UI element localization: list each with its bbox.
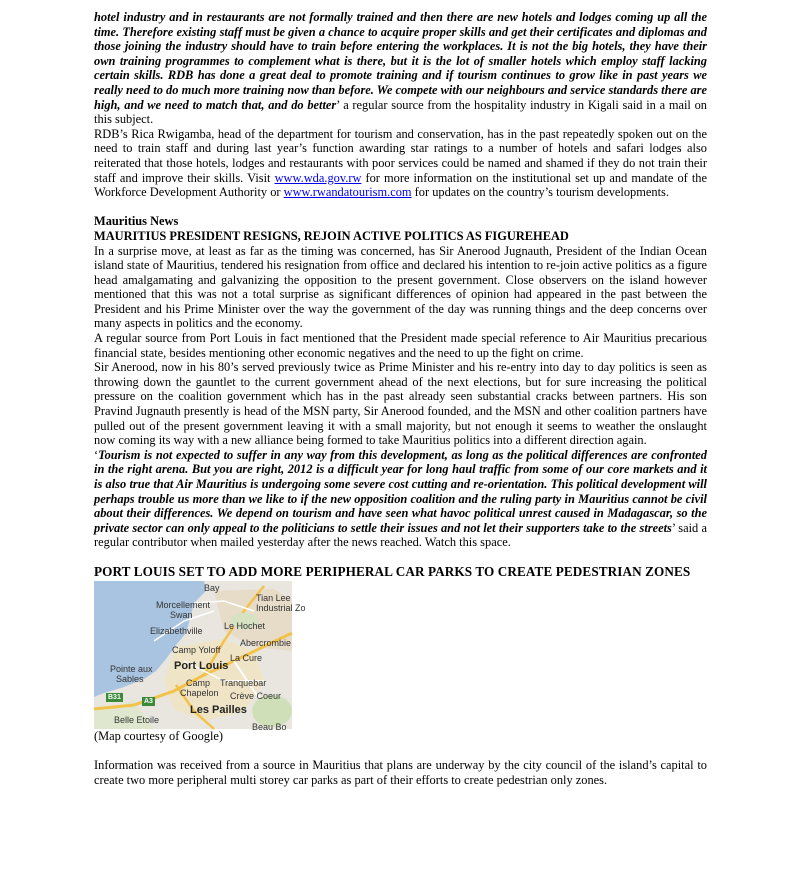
map-label-industrial: Industrial Zo <box>256 603 306 614</box>
map-label-bay: Bay <box>204 583 220 594</box>
map-label-abercrombie: Abercrombie <box>240 638 292 649</box>
mauritius-paragraph-1: In a surprise move, at least as far as the timing was concerned, has Sir Anerood Jugnauth, President of the Indian Ocean island state of Mauritius, tendered his resignation from office and declared his intention to re-join active politics as a figure head amalgamating and galvanizing the opposition to the present government. Close observers on the island however mentioned that this was not a total surprise as significant differences of opinion had appeared in the past between the President and his Prime Minister over the way the government of the day was running things and the deep concerns over many aspects in politics and the economy. <box>94 243 707 331</box>
mauritius-quote-bold: Tourism is not expected to suffer in any way from this development, as long as the political differences are confronted in the right arena. But you are right, 2012 is a difficult year for long haul traffic from some of our core markets and it is also true that Air Mauritius is undergoing some severe cost cutting and re-orientation. This political development will perhaps trouble us more than we like to if the new opposition coalition and the ruling party in Mauritius cannot be civil about their differences. We depend on tourism and have seen what havoc political unrest caused in Madagascar, so the private sector can only appeal to the politicians to settle their issues and not let their supporters take to the streets <box>94 447 707 535</box>
article-page <box>94 10 707 788</box>
map-label-sables: Sables <box>116 674 144 685</box>
map-label-swan: Swan <box>170 610 193 621</box>
road-shield-a3: A3 <box>144 698 153 706</box>
spacer <box>94 200 707 215</box>
mauritius-headline: MAURITIUS PRESIDENT RESIGNS, REJOIN ACTIVE POLITICS AS FIGUREHEAD <box>94 228 569 243</box>
section-title: Mauritius News <box>94 214 179 229</box>
wda-link[interactable]: www.wda.gov.rw <box>274 170 362 185</box>
mauritius-quote-tail: ’ said a regular contributor when mailed yesterday after the news reached. Watch this space. <box>94 520 707 550</box>
map-label-elizabethville: Elizabethville <box>150 626 203 637</box>
road-shield-b31: B31 <box>108 694 121 702</box>
intro-paragraph-2 <box>94 127 707 200</box>
map-label-camp-yoloff: Camp Yoloff <box>172 645 221 656</box>
map-label-pointe-aux: Pointe aux <box>110 664 153 675</box>
spacer <box>94 550 707 565</box>
intro-para2-text-b: for more information on the institutional set up and mandate of the Workforce Development Authority or <box>94 170 707 200</box>
map-label-port-louis: Port Louis <box>174 660 229 673</box>
quote-open-mark: ‘ <box>94 447 99 462</box>
spacer <box>94 744 707 759</box>
map-label-tian-lee: Tian Lee <box>256 593 291 604</box>
map-caption: (Map courtesy of Google) <box>94 729 224 744</box>
map-label-morcellement: Morcellement <box>156 600 211 611</box>
map-label-beau-bo: Beau Bo <box>252 722 287 733</box>
port-louis-map-image <box>94 581 306 733</box>
mauritius-quote-paragraph <box>94 448 707 550</box>
portlouis-paragraph-1: Information was received from a source in Mauritius that plans are underway by the city council of the island’s capital to create two more peripheral multi storey car parks as part of their efforts to create pedestrian only zones. <box>94 758 707 787</box>
mauritius-paragraph-3: Sir Anerood, now in his 80’s served previously twice as Prime Minister and his re-entry into day to day politics is seen as throwing down the gauntlet to the current government ahead of the next elections, but for sure increasing the political pressure on the coalition government which has in the past already seen substantial cracks between partners. His son Pravind Jugnauth presently is head of the MSN party, Sir Anerood founded, and the MSN and other coalition partners have pulled out of the present government leaving it with a small majority, but not enough it seems to weather the onslaught now coming its way with a new alliance being formed to take Mauritius politics into a different direction again. <box>94 360 707 448</box>
map-label-le-hochet: Le Hochet <box>224 621 266 632</box>
intro-para2-text-a: RDB’s Rica Rwigamba, head of the department for tourism and conservation, has in the past repeatedly spoken out on the need to train staff and during last year’s function awarding star ratings to a number of hotels and safari lodges also reiterated that those hotels, lodges and restaurants with poor services could be named and shamed if they do not train their staff and improve their skills. Visit <box>94 126 707 185</box>
intro-para2-text-c: for updates on the country’s tourism developments. <box>411 185 669 200</box>
intro-quote-bold: hotel industry and in restaurants are not formally trained and then there are new hotels and lodges coming up all the time. Therefore existing staff must be given a chance to acquire proper skills and get their certificates and diplomas and those joining the industry should have to train before entering the workplaces. It is not the big hotels, they have their own training programmes to complement what is there, but it is the lot of smaller hotels which employ staff lacking certain skills. RDB has done a great deal to promote training and if tourism continues to grow like in past years we really need to do much more training now than before. We compete with our neighbours and service standards there are high, and we need to match that, and do better <box>94 10 707 112</box>
portlouis-headline: PORT LOUIS SET TO ADD MORE PERIPHERAL CAR PARKS TO CREATE PEDESTRIAN ZONES <box>94 563 691 579</box>
map-label-camp: Camp <box>186 678 211 689</box>
map-label-les-pailles: Les Pailles <box>190 704 247 717</box>
intro-quote-paragraph <box>94 10 707 127</box>
intro-quote-tail: ’ a regular source from the hospitality industry in Kigali said in a mail on this subject. <box>94 97 707 127</box>
mauritius-paragraph-2: A regular source from Port Louis in fact mentioned that the President made special reference to Air Mauritius precarious financial state, besides mentioning other economic negatives and the need to up the fight on crime. <box>94 331 707 360</box>
rwandatourism-link[interactable]: www.rwandatourism.com <box>283 185 412 200</box>
map-label-belle-etoile: Belle Etoile <box>114 715 160 726</box>
map-label-la-cure: La Cure <box>230 653 263 664</box>
map-label-chapelon: Chapelon <box>180 688 219 699</box>
map-label-tranquebar: Tranquebar <box>220 678 267 689</box>
map-label-creve-coeur: Crève Coeur <box>230 691 282 702</box>
